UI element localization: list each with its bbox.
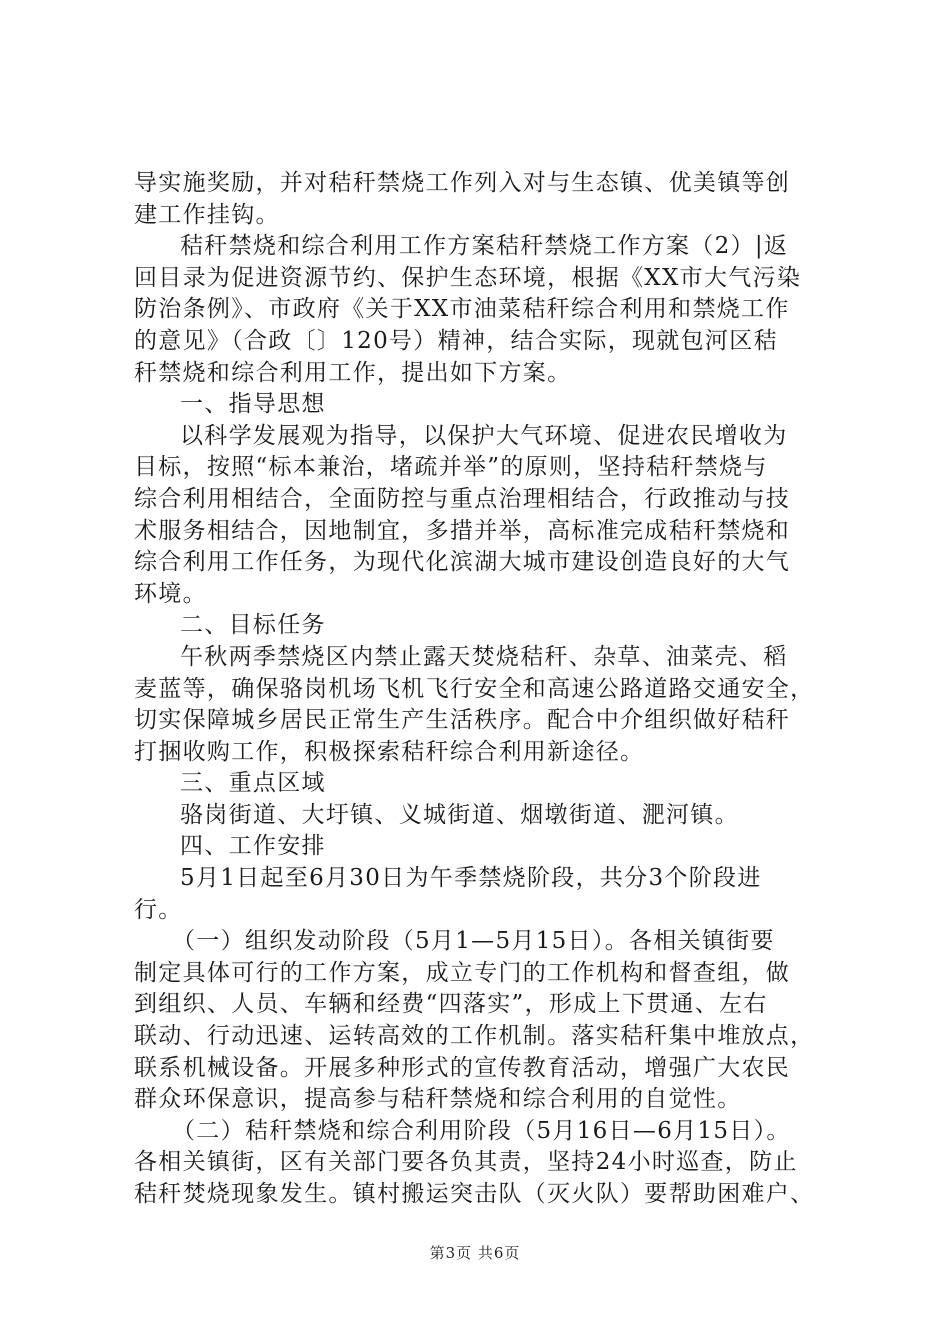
text-line: 联动、行动迅速、运转高效的工作机制。落实秸秆集中堆放点， [134,1023,815,1050]
text-line: 骆岗街道、大圩镇、义城街道、烟墩街道、淝河镇。 [180,801,739,828]
text-line: 群众环保意识，提高参与秸秆禁烧和综合利用的自觉性。 [134,1086,742,1113]
text-line: 切实保障城乡居民正常生产生活秩序。配合中介组织做好秸秆 [134,707,791,734]
text-line: 打捆收购工作，积极探索秸秆综合利用新途径。 [134,738,645,765]
text-line: 综合利用工作任务，为现代化滨湖大城市建设创造良好的大气 [134,549,791,576]
text-line: 麦蓝等，确保骆岗机场飞机飞行安全和高速公路道路交通安全， [134,675,815,702]
text-line: （一）组织发动阶段（5月1—5月15日）。各相关镇街要 [172,928,775,955]
text-line: 术服务相结合，因地制宜，多措并举，高标准完成秸秆禁烧和 [134,517,791,544]
section-heading: 三、重点区域 [180,770,326,797]
text-line: 目标，按照“标本兼治，堵疏并举”的原则，坚持秸秆禁烧与 [134,454,768,481]
text-line: 制定具体可行的工作方案，成立专门的工作机构和督查组，做 [134,959,791,986]
page-number-footer: 第3页 共6页 [429,1244,521,1262]
text-line: 的意见》（合政〔〕120号）精神，结合实际，现就包河区秸 [134,327,778,354]
document-body [134,168,834,1211]
text-line: 环境。 [134,580,207,607]
text-line: 行。 [134,896,183,923]
section-heading: 四、工作安排 [180,833,326,860]
section-heading: 二、目标任务 [180,612,326,639]
text-line: 到组织、人员、车辆和经费“四落实”，形成上下贯通、左右 [134,991,768,1018]
text-line: 午秋两季禁烧区内禁止露天焚烧秸秆、杂草、油菜壳、稻 [180,643,788,670]
text-line: 联系机械设备。开展多种形式的宣传教育活动，增强广大农民 [134,1054,791,1081]
text-line: 防治条例》、市政府《关于XX市油菜秸秆综合利用和禁烧工作 [134,296,790,323]
text-line: 秸秆禁烧和综合利用工作方案秸秆禁烧工作方案（2）|返 [180,233,789,260]
text-line: 秸秆焚烧现象发生。镇村搬运突击队（灭火队）要帮助困难户、 [134,1181,815,1207]
text-line: 5月1日起至6月30日为午季禁烧阶段，共分3个阶段进 [180,865,762,892]
text-line: （二）秸秆禁烧和综合利用阶段（5月16日—6月15日）。 [172,1117,791,1144]
text-line: 导实施奖励，并对秸秆禁烧工作列入对与生态镇、优美镇等创 [134,170,791,196]
text-line: 秆禁烧和综合利用工作，提出如下方案。 [134,359,572,386]
text-line: 各相关镇街，区有关部门要各负其责，坚持24小时巡查，防止 [134,1149,798,1176]
text-line: 以科学发展观为指导，以保护大气环境、促进农民增收为 [180,422,788,449]
text-line: 建工作挂钩。 [134,201,280,228]
section-heading: 一、指导思想 [180,391,326,418]
text-line: 回目录为促进资源节约、保护生态环境，根据《XX市大气污染 [134,264,802,291]
text-line: 综合利用相结合，全面防控与重点治理相结合，行政推动与技 [134,485,791,512]
